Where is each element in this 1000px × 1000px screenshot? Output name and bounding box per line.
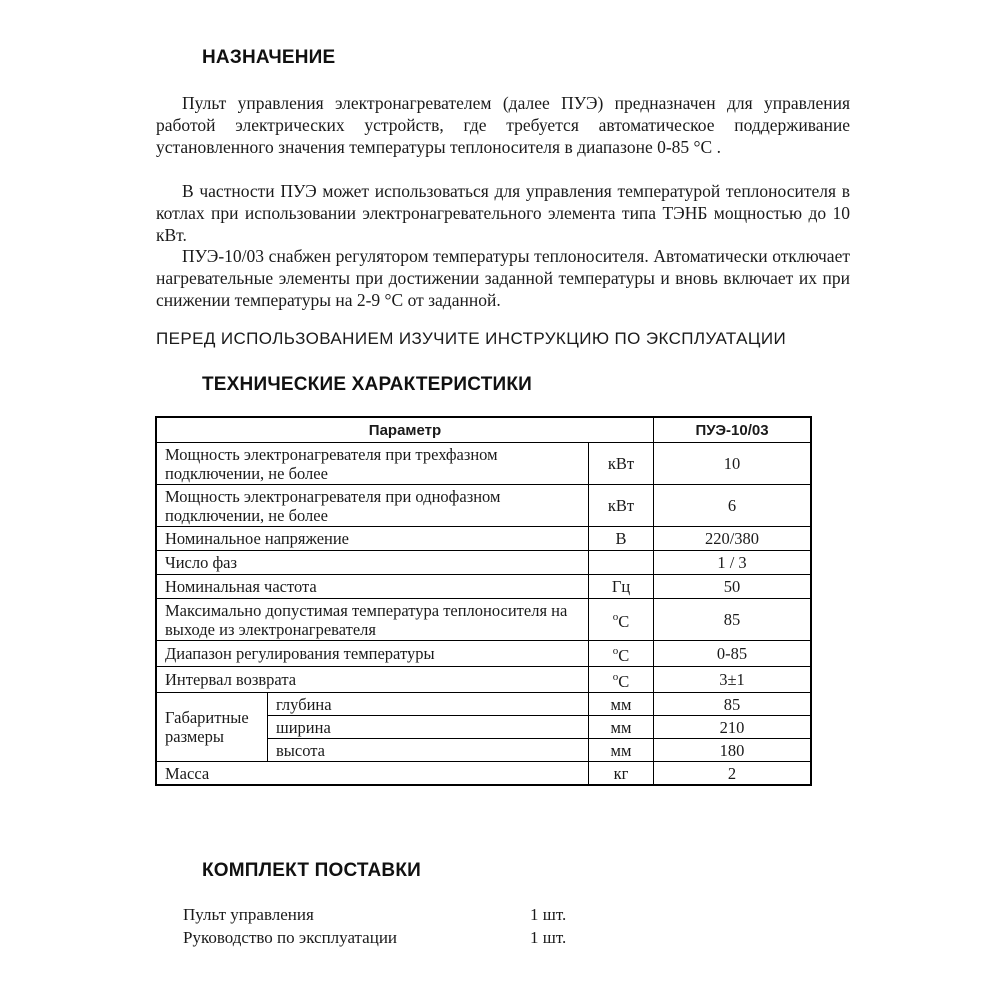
unit-text: C [618, 646, 630, 665]
param-cell: Масса [156, 762, 589, 786]
table-row [156, 575, 811, 599]
unit-cell: В [589, 527, 654, 551]
param-cell: Номинальное напряжение [156, 527, 589, 551]
kit-item-name: Руководство по эксплуатации [183, 928, 398, 947]
param-cell: Интервал возврата [156, 667, 589, 693]
unit-cell [589, 599, 654, 641]
param-cell: Максимально допустимая температура теплоносителя на выходе из электронагревателя [156, 599, 589, 641]
specs-title: ТЕХНИЧЕСКИЕ ХАРАКТЕРИСТИКИ [202, 374, 533, 395]
value-cell: 180 [654, 739, 812, 762]
unit-text: C [618, 672, 630, 691]
value-cell: 1 / 3 [654, 551, 812, 575]
unit-cell: мм [589, 716, 654, 739]
kit-item-qty: 1 шт. [530, 905, 567, 924]
purpose-paragraph-3: ПУЭ-10/03 снабжен регулятором температуры теплоносителя. Автоматически отключает нагревательные элементы при достижении заданной температуры и вновь включает их при снижении температуры на 2-9 °C от заданной. [156, 246, 850, 310]
value-cell: 3±1 [654, 667, 812, 693]
degree-mark: o [612, 611, 619, 623]
value-cell: 210 [654, 716, 812, 739]
sizes-label: Габаритные размеры [156, 693, 268, 762]
unit-cell: мм [589, 739, 654, 762]
size-param-cell: высота [268, 739, 589, 762]
param-cell: Число фаз [156, 551, 589, 575]
param-cell: Мощность электронагревателя при однофазном подключении, не более [156, 485, 589, 527]
unit-cell: мм [589, 693, 654, 716]
table-row [156, 485, 811, 527]
usage-notice: ПЕРЕД ИСПОЛЬЗОВАНИЕМ ИЗУЧИТЕ ИНСТРУКЦИЮ ПО ЭКСПЛУАТАЦИИ [156, 329, 787, 348]
unit-cell: Гц [589, 575, 654, 599]
value-cell: 220/380 [654, 527, 812, 551]
purpose-paragraph-1: Пульт управления электронагревателем (далее ПУЭ) предназначен для управления работой электрических устройств, где требуется автоматическое поддерживание установленного значения температуры теплоносителя в диапазоне 0-85 °C . [156, 93, 850, 157]
unit-cell [589, 641, 654, 667]
header-param: Параметр [156, 417, 654, 443]
value-cell: 10 [654, 443, 812, 485]
unit-cell [589, 667, 654, 693]
header-model: ПУЭ-10/03 [654, 417, 812, 443]
value-cell: 50 [654, 575, 812, 599]
unit-cell [589, 551, 654, 575]
table-row [156, 667, 811, 693]
kit-item [183, 928, 567, 948]
size-param-cell: ширина [268, 716, 589, 739]
table-row [156, 693, 811, 716]
param-cell: Мощность электронагревателя при трехфазном подключении, не более [156, 443, 589, 485]
table-row [156, 527, 811, 551]
kit-item [183, 905, 567, 925]
kit-title: КОМПЛЕКТ ПОСТАВКИ [202, 860, 422, 881]
purpose-paragraph-2: В частности ПУЭ может использоваться для управления температурой теплоносителя в котлах при использовании электронагревательного элемента типа ТЭНБ мощностью до 10 кВт. [156, 181, 850, 245]
unit-text: C [618, 612, 630, 631]
unit-cell: кВт [589, 443, 654, 485]
table-header-row [156, 417, 811, 443]
param-cell: Номинальная частота [156, 575, 589, 599]
table-row [156, 599, 811, 641]
degree-mark: o [612, 645, 619, 657]
specs-table [155, 416, 812, 786]
unit-cell: кВт [589, 485, 654, 527]
value-cell: 2 [654, 762, 812, 786]
param-cell: Диапазон регулирования температуры [156, 641, 589, 667]
value-cell: 6 [654, 485, 812, 527]
table-row [156, 762, 811, 786]
size-param-cell: глубина [268, 693, 589, 716]
kit-item-name: Пульт управления [183, 905, 314, 924]
table-row [156, 443, 811, 485]
kit-item-qty: 1 шт. [530, 928, 567, 947]
table-row [156, 551, 811, 575]
degree-mark: o [612, 671, 619, 683]
value-cell: 85 [654, 599, 812, 641]
table-row [156, 641, 811, 667]
purpose-title: НАЗНАЧЕНИЕ [202, 47, 336, 68]
value-cell: 0-85 [654, 641, 812, 667]
unit-cell: кг [589, 762, 654, 786]
value-cell: 85 [654, 693, 812, 716]
